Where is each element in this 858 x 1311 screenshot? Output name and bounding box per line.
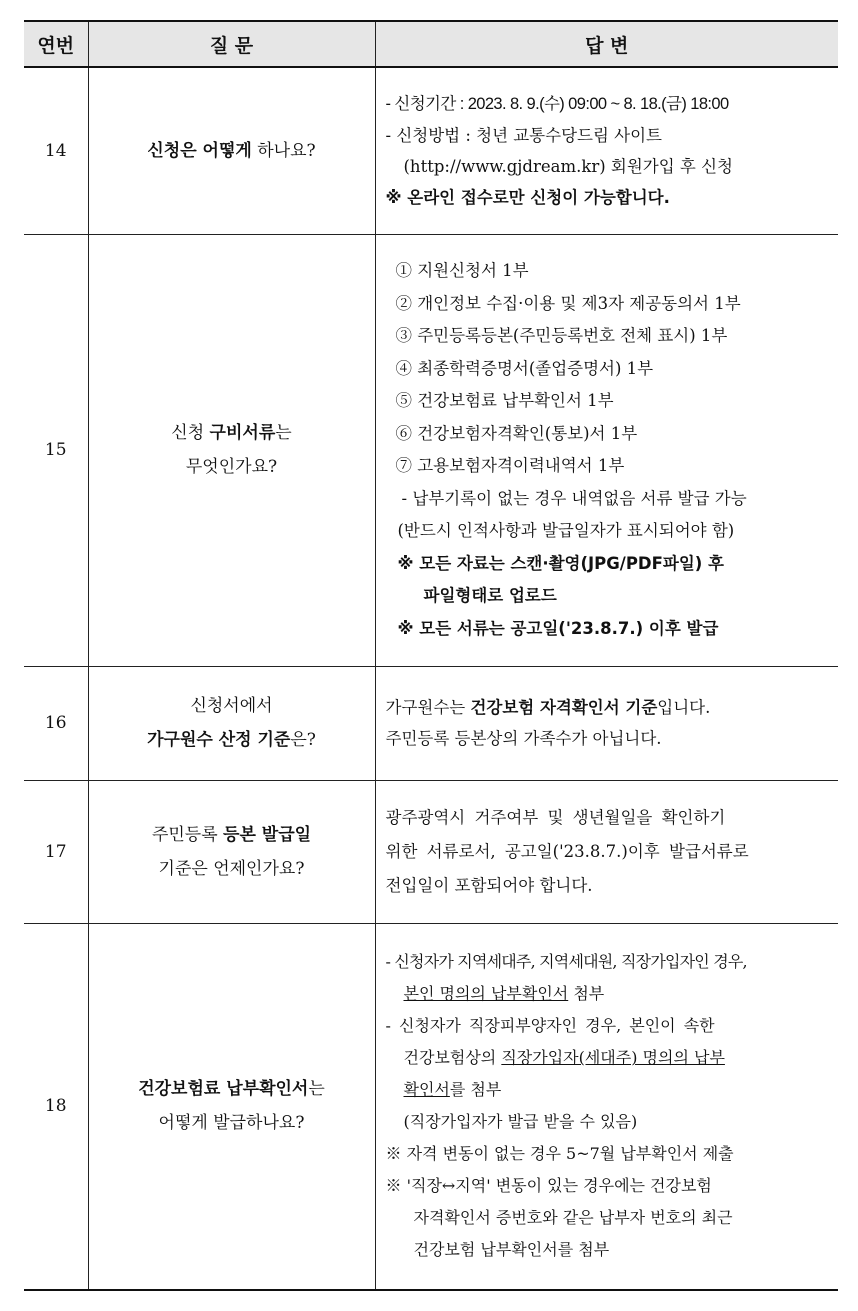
question-cell: [88, 67, 375, 234]
question-text: 어떻게 발급하나요?: [158, 1113, 305, 1134]
answer-text: 입니다.: [657, 698, 711, 717]
question-text: 는: [275, 423, 292, 443]
answer-line: 위한 서류로서, 공고일('23.8.7.)이후 발급서류로: [385, 841, 749, 861]
answer-line: ④ 최종학력증명서(졸업증명서) 1부: [395, 358, 654, 378]
answer-line: (반드시 인적사항과 발급일자가 표시되어야 함): [397, 521, 735, 540]
answer-line: [386, 978, 829, 1010]
answer-line: 주민등록 등본상의 가족수가 아닙니다.: [385, 729, 662, 748]
question-bold: 신청은 어떻게: [147, 140, 252, 161]
row-number: 17: [24, 780, 88, 923]
answer-cell: [375, 67, 838, 234]
answer-text: 가구원수는: [385, 698, 471, 717]
table-row: [24, 234, 838, 666]
answer-text: 를 첨부: [449, 1080, 502, 1100]
answer-cell: [375, 666, 838, 780]
question-text: 기준은 언제인가요?: [158, 858, 305, 879]
answer-line: (직장가입자가 발급 받을 수 있음): [403, 1112, 638, 1132]
row-number: 15: [24, 234, 88, 666]
answer-text: 건강보험상의: [403, 1048, 502, 1068]
answer-line: [386, 1042, 829, 1074]
answer-line: ② 개인정보 수집·이용 및 제3자 제공동의서 1부: [395, 293, 741, 313]
question-cell: [88, 780, 375, 923]
answer-line: ⑤ 건강보험료 납부확인서 1부: [395, 391, 614, 410]
answer-notice: 파일형태로 업로드: [423, 586, 557, 605]
table-row: [24, 923, 838, 1290]
answer-line: - 신청기간 : 2023. 8. 9.(수) 09:00 ~ 8. 18.(금) 18:00: [385, 94, 729, 113]
table-header-row: [24, 21, 838, 67]
answer-notice: ※ 온라인 접수로만 신청이 가능합니다.: [385, 187, 670, 207]
question-text: 하나요?: [251, 140, 316, 161]
question-text: 주민등록: [151, 824, 224, 845]
table-row: [24, 666, 838, 780]
answer-line: ⑥ 건강보험자격확인(통보)서 1부: [395, 423, 638, 443]
question-cell: [88, 234, 375, 666]
question-text: 무엇인가요?: [185, 457, 278, 477]
answer-cell: [375, 780, 838, 923]
question-cell: [88, 666, 375, 780]
answer-line: ① 지원신청서 1부: [395, 261, 529, 280]
answer-line: - 납부기록이 없는 경우 내역없음 서류 발급 가능: [401, 488, 747, 508]
answer-line: ⑦ 고용보험자격이력내역서 1부: [395, 456, 625, 475]
answer-line: ※ '직장↔지역' 변동이 있는 경우에는 건강보험: [385, 1176, 712, 1196]
header-number: 연번: [24, 21, 88, 67]
answer-bold: 건강보험 자격확인서 기준: [470, 698, 658, 717]
answer-line: ③ 주민등록등본(주민등록번호 전체 표시) 1부: [395, 326, 728, 345]
answer-text: 첨부: [568, 984, 605, 1004]
answer-cell: [375, 923, 838, 1290]
answer-line: [386, 1074, 829, 1106]
answer-line: - 신청자가 직장피부양자인 경우, 본인이 속한: [385, 1016, 715, 1036]
answer-underline: 확인서: [403, 1080, 450, 1100]
header-answer: 답 변: [375, 21, 838, 67]
question-text: 는: [308, 1079, 325, 1100]
answer-cell: [375, 234, 838, 666]
row-number: 18: [24, 923, 88, 1290]
answer-line: 건강보험 납부확인서를 첨부: [413, 1240, 610, 1260]
question-cell: [88, 923, 375, 1290]
answer-line: 광주광역시 거주여부 및 생년월일을 확인하기: [385, 807, 726, 827]
answer-line: 자격확인서 증번호와 같은 납부자 번호의 최근: [413, 1208, 733, 1228]
question-bold: 건강보험료 납부확인서: [138, 1079, 309, 1100]
question-text: 신청: [171, 423, 210, 443]
question-bold: 구비서류: [209, 423, 276, 443]
table-row: [24, 780, 838, 923]
header-question: 질 문: [88, 21, 375, 67]
row-number: 16: [24, 666, 88, 780]
answer-line: (http://www.gjdream.kr) 회원가입 후 신청: [403, 156, 733, 176]
answer-underline: 본인 명의의 납부확인서: [403, 984, 569, 1004]
answer-notice: ※ 모든 자료는 스캔·촬영(JPG/PDF파일) 후: [397, 553, 724, 573]
answer-line: 전입일이 포함되어야 합니다.: [385, 875, 593, 895]
answer-line: [386, 692, 829, 723]
answer-line: ※ 자격 변동이 없는 경우 5~7월 납부확인서 제출: [385, 1144, 734, 1164]
question-bold: 가구원수 산정 기준: [147, 730, 291, 750]
answer-underline: 직장가입자(세대주) 명의의 납부: [501, 1048, 725, 1068]
answer-line: - 신청자가 지역세대주, 지역세대원, 직장가입자인 경우,: [385, 952, 747, 972]
question-text: 신청서에서: [190, 696, 273, 716]
question-text: 은?: [290, 730, 316, 750]
faq-table: [24, 20, 838, 1291]
question-bold: 등본 발급일: [223, 824, 312, 845]
row-number: 14: [24, 67, 88, 234]
answer-line: - 신청방법 : 청년 교통수당드림 사이트: [385, 125, 662, 145]
table-row: [24, 67, 838, 234]
answer-notice: ※ 모든 서류는 공고일('23.8.7.) 이후 발급: [397, 618, 719, 638]
